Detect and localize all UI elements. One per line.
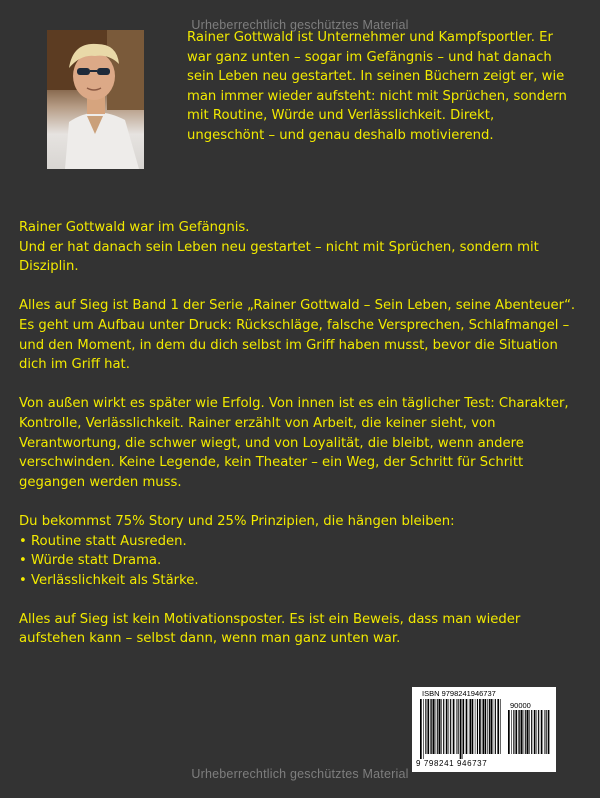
barcode-bar bbox=[425, 699, 426, 754]
blurb-closing: Alles auf Sieg ist kein Motivationsposter. Es ist ein Beweis, dass man wieder aufstehen kann – selbst dann, wenn man ganz unten war. bbox=[19, 611, 521, 647]
blurb-intro-line-1: Rainer Gottwald war im Gefängnis. bbox=[19, 220, 250, 235]
isbn-barcode bbox=[412, 687, 556, 772]
barcode-bar bbox=[527, 710, 529, 754]
barcode-bar bbox=[475, 699, 476, 754]
barcode-bar bbox=[515, 710, 517, 754]
barcode-bar bbox=[436, 699, 437, 754]
barcode-bar bbox=[497, 699, 499, 754]
barcode-bar bbox=[463, 699, 464, 754]
principle-item: • Routine statt Ausreden. bbox=[19, 532, 579, 552]
barcode-bar bbox=[456, 699, 457, 754]
barcode-bar bbox=[485, 699, 487, 754]
barcode-bar bbox=[529, 710, 530, 754]
price-addon-bars bbox=[508, 710, 550, 759]
blurb-paragraph-2: Alles auf Sieg ist Band 1 der Serie „Rainer Gottwald – Sein Leben, seine Abenteuer“. Es geht um Aufbau unter Druck: Rückschläge, falsche Versprechen, Schlafmangel – und den Moment, in dem du dich selbst im Griff haben musst, bevor die Situation dich im Griff hat. bbox=[19, 298, 576, 373]
barcode-bar bbox=[423, 699, 424, 759]
barcode-bar bbox=[521, 710, 523, 754]
barcode-bar bbox=[511, 710, 512, 754]
barcode-bar bbox=[470, 699, 471, 754]
barcode-bar bbox=[518, 710, 519, 754]
barcode-bar bbox=[449, 699, 450, 754]
principle-item: • Würde statt Drama. bbox=[19, 551, 579, 571]
barcode-bar bbox=[537, 710, 538, 754]
barcode-bar bbox=[538, 710, 539, 754]
barcode-bar bbox=[460, 699, 462, 759]
price-code: 90000 bbox=[510, 701, 531, 710]
barcode-bar bbox=[443, 699, 444, 754]
ean-barcode-bars bbox=[420, 699, 502, 759]
barcode-bar bbox=[548, 710, 550, 754]
barcode-bar bbox=[487, 699, 488, 754]
barcode-bar bbox=[519, 710, 520, 754]
watermark-top: Urheberrechtlich geschütztes Material bbox=[191, 18, 409, 32]
blurb-paragraph-3: Von außen wirkt es später wie Erfolg. Von innen ist es ein täglicher Test: Charakter, Kontrolle, Verlässlichkeit. Rainer erzählt von Arbeit, die keiner sieht, von Verantwortung, die schwer wiegt, und von Loyalität, die bleibt, wenn andere verschwinden. Keine Legende, kein Theater – ein Weg, der Schritt für Schritt gegangen werden muss. bbox=[19, 396, 569, 490]
principles-list bbox=[19, 532, 579, 591]
barcode-bar bbox=[490, 699, 492, 754]
barcode-bar bbox=[439, 699, 441, 754]
barcode-bar bbox=[472, 699, 474, 754]
barcode-bar bbox=[500, 699, 501, 754]
watermark-bottom: Urheberrechtlich geschütztes Material bbox=[191, 767, 409, 781]
isbn-label: ISBN 9798241946737 bbox=[422, 689, 496, 698]
barcode-bar bbox=[534, 710, 536, 754]
barcode-bar bbox=[479, 699, 481, 754]
barcode-bar bbox=[524, 710, 525, 754]
barcode-bar bbox=[437, 699, 438, 754]
barcode-bar bbox=[431, 699, 432, 754]
book-blurb bbox=[19, 218, 579, 669]
barcode-bar bbox=[513, 710, 514, 754]
barcode-bar bbox=[531, 710, 532, 754]
blurb-list-intro: Du bekommst 75% Story und 25% Prinzipien, die hängen bleiben: bbox=[19, 513, 455, 529]
barcode-bar bbox=[441, 699, 442, 754]
barcode-bar bbox=[427, 699, 429, 754]
principle-item: • Verlässlichkeit als Stärke. bbox=[19, 571, 579, 591]
barcode-bar bbox=[469, 699, 470, 754]
barcode-bar bbox=[446, 699, 448, 754]
barcode-bar bbox=[477, 699, 478, 754]
barcode-bar bbox=[458, 699, 459, 754]
barcode-bar bbox=[493, 699, 494, 754]
author-photo bbox=[47, 30, 144, 169]
barcode-bar bbox=[433, 699, 435, 754]
blurb-intro bbox=[19, 218, 579, 277]
barcode-bar bbox=[544, 710, 545, 754]
barcode-bar bbox=[489, 699, 490, 754]
barcode-bar bbox=[525, 710, 526, 754]
barcode-bar bbox=[462, 699, 463, 759]
barcode-bar bbox=[453, 699, 455, 754]
barcode-bar bbox=[495, 699, 496, 754]
barcode-bar bbox=[541, 710, 543, 754]
barcode-bar bbox=[508, 710, 510, 754]
barcode-digits: 9 798241 946737 bbox=[416, 759, 488, 768]
barcode-bar bbox=[450, 699, 451, 754]
barcode-bar bbox=[466, 699, 468, 754]
blurb-intro-line-2: Und er hat danach sein Leben neu gestartet – nicht mit Sprüchen, sondern mit Disziplin. bbox=[19, 239, 539, 275]
author-bio: Rainer Gottwald ist Unternehmer und Kampfsportler. Er war ganz unten – sogar im Gefängnis – und hat danach sein Leben neu gestartet. In seinen Büchern zeigt er, wie man immer wieder aufsteht: nicht mit Sprüchen, sondern mit Routine, Würde und Verlässlichkeit. Direkt, ungeschönt – und genau deshalb motivierend. bbox=[187, 30, 567, 143]
barcode-bar bbox=[483, 699, 484, 754]
barcode-bar bbox=[482, 699, 483, 754]
barcode-bar bbox=[430, 699, 431, 754]
barcode-bar bbox=[546, 710, 547, 754]
barcode-bar bbox=[420, 699, 422, 759]
